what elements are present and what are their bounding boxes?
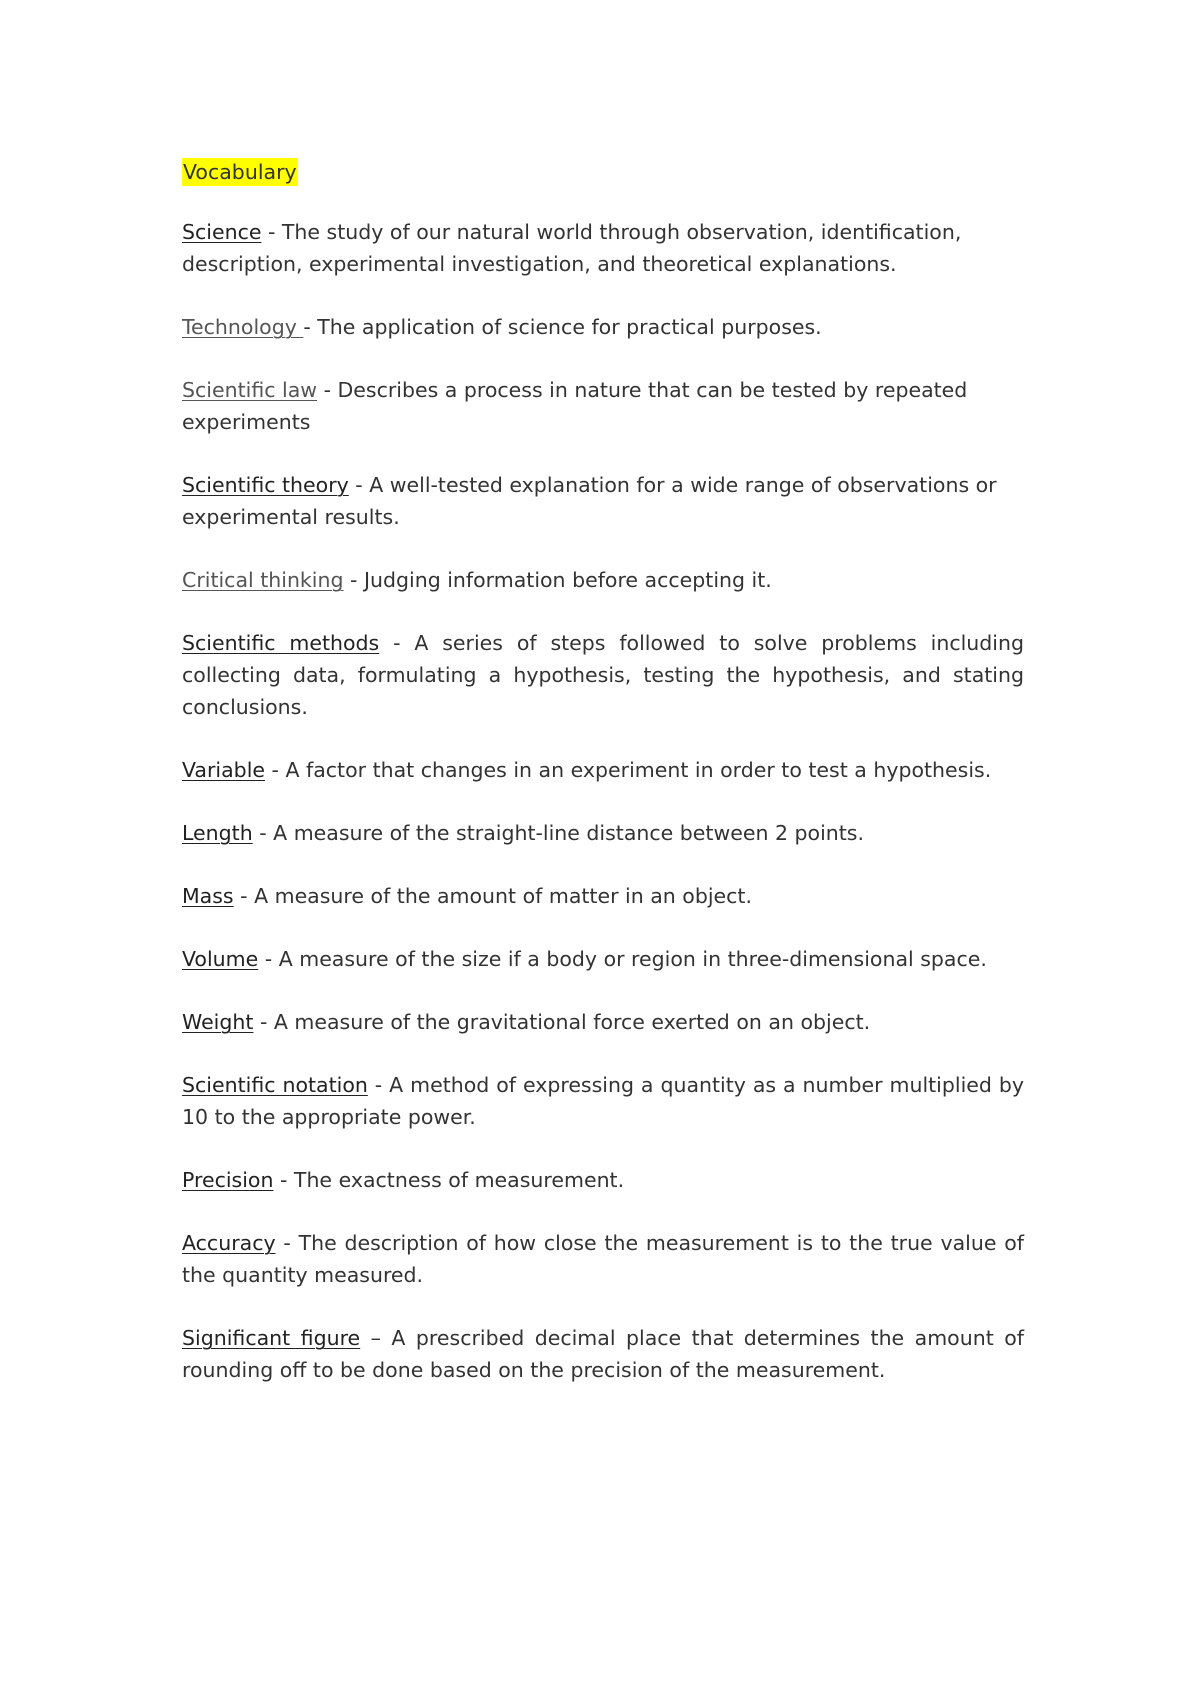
definition: A measure of the straight-line distance between 2 points. [273, 821, 864, 845]
definition: A measure of the size if a body or region in three-dimensional space. [278, 947, 987, 971]
definition: Judging information before accepting it. [363, 568, 772, 592]
separator: - [273, 1168, 294, 1192]
entry-scientific-law [182, 374, 1024, 438]
separator: - [275, 1231, 299, 1255]
term: Science [182, 220, 262, 244]
entry-mass [182, 880, 1024, 912]
separator: - [253, 1010, 274, 1034]
term: Scientific methods [182, 631, 380, 655]
separator: - [367, 1073, 390, 1097]
definition: The study of our natural world through observation, identification, description, experimental investigation, and theoretical explanations. [182, 220, 962, 276]
separator: - [343, 568, 364, 592]
entry-volume [182, 943, 1024, 975]
term: Length [182, 821, 253, 845]
term: Technology [182, 315, 304, 339]
entry-weight [182, 1006, 1024, 1038]
separator: - [379, 631, 415, 655]
definition: A well-tested explanation for a wide range of observations or experimental results. [182, 473, 997, 529]
separator: - [317, 378, 338, 402]
term: Critical thinking [182, 568, 344, 592]
entry-critical-thinking [182, 564, 1024, 596]
separator: – [360, 1326, 392, 1350]
entry-scientific-notation [182, 1069, 1024, 1133]
entry-significant-figure [182, 1322, 1024, 1386]
term: Variable [182, 758, 266, 782]
term: Precision [182, 1168, 274, 1192]
entry-accuracy [182, 1227, 1024, 1291]
definition: The exactness of measurement. [293, 1168, 625, 1192]
separator: - [348, 473, 370, 497]
entry-scientific-theory [182, 469, 1024, 533]
term: Scientific law [182, 378, 318, 402]
definition: The application of science for practical purposes. [317, 315, 822, 339]
separator: - [258, 947, 279, 971]
definition: Describes a process in nature that can be tested by repeated experiments [182, 378, 968, 434]
term: Accuracy [182, 1231, 276, 1255]
term: Mass [182, 884, 234, 908]
separator: - [252, 821, 274, 845]
term: Scientific notation [182, 1073, 368, 1097]
separator: - [303, 315, 318, 339]
separator: - [261, 220, 282, 244]
definition: A measure of the gravitational force exerted on an object. [273, 1010, 871, 1034]
definition: A prescribed decimal place that determines the amount of rounding off to be done based on the precision of the measurement. [182, 1326, 1024, 1382]
entry-scientific-methods [182, 627, 1024, 723]
definition: A factor that changes in an experiment in order to test a hypothesis. [285, 758, 992, 782]
entry-science [182, 216, 1024, 280]
entry-variable [182, 754, 1024, 786]
definition: The description of how close the measurement is to the true value of the quantity measured. [182, 1231, 1024, 1287]
term: Volume [182, 947, 259, 971]
entry-precision [182, 1164, 1024, 1196]
term: Weight [182, 1010, 254, 1034]
definition: A measure of the amount of matter in an object. [254, 884, 752, 908]
separator: - [233, 884, 255, 908]
definition: A series of steps followed to solve problems including collecting data, formulating a hypothesis, testing the hypothesis, and stating conclusions. [182, 631, 1024, 719]
vocabulary-heading: Vocabulary [183, 160, 297, 184]
entry-length [182, 817, 1024, 849]
entry-technology [182, 311, 1024, 343]
term: Scientific theory [182, 473, 349, 497]
term: Significant figure [182, 1326, 361, 1350]
definition: A method of expressing a quantity as a number multiplied by 10 to the appropriate power. [182, 1073, 1025, 1129]
document-page [182, 156, 1024, 1417]
separator: - [265, 758, 286, 782]
